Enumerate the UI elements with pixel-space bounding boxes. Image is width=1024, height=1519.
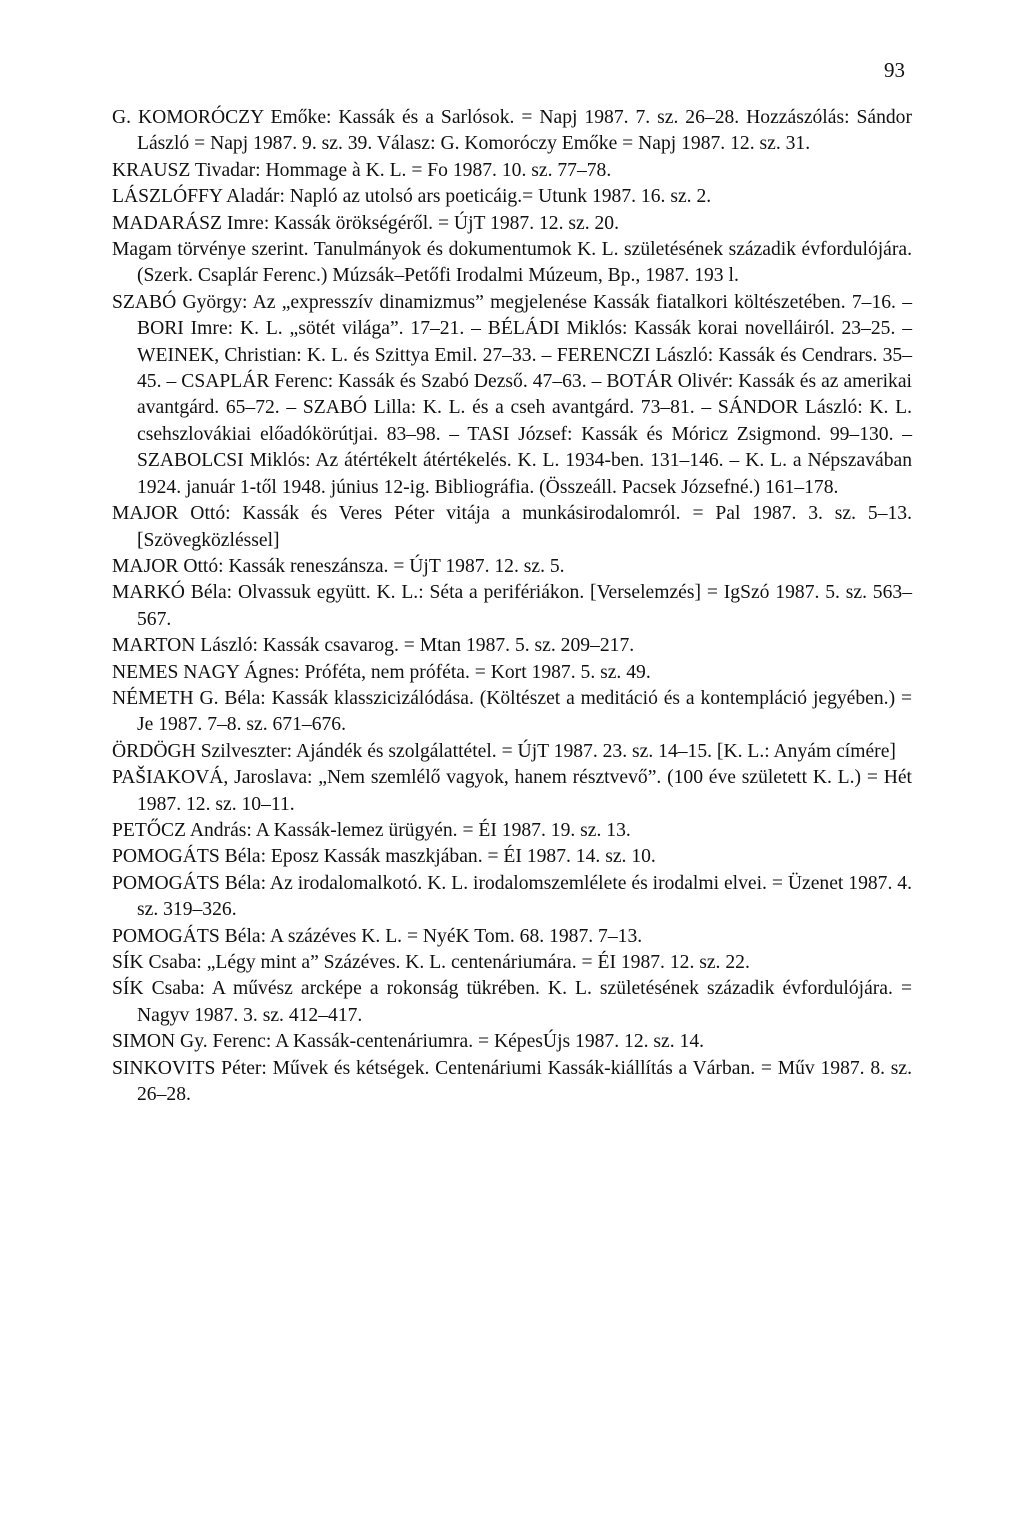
bibliography-entry: PETŐCZ András: A Kassák-lemez ürügyén. = ÉI 1987. 19. sz. 13. <box>112 819 631 841</box>
bibliography-entry: SÍK Csaba: „Légy mint a” Százéves. K. L. centenáriumára. = ÉI 1987. 12. sz. 22. <box>112 952 750 973</box>
bibliography-entry: LÁSZLÓFFY Aladár: Napló az utolsó ars poeticáig.= Utunk 1987. 16. sz. 2. <box>112 186 712 208</box>
bibliography-entry: SZABÓ György: Az „expresszív dinamizmus” megjelenése Kassák fiatalkori költészetében. 7–16. – BORI Imre: K. L. „sötét világa”. 17–21. – BÉLÁDI Miklós: Kassák korai novelláiról. 23–25. – WEINEK, Christian: K. L. és Szittya Emil. 27–33. – FERENCZI László: Kassák és Cendrars. 35–45. – CSAPLÁR Ferenc: Kassák és Szabó Dezső. 47–63. – BOTÁR Olivér: Kassák és az amerikai avantgárd. 65–72. – SZABÓ Lilla: K. L. és a cseh avantgárd. 73–81. – SÁNDOR László: K. L. csehszlovákiai előadókörútjai. 83–98. – TASI József: Kassák és Móricz Zsigmond. 99–130. – SZABOLCSI Miklós: Az átértékelt átértékelés. K. L. 1934-ben. 131–146. – K. L. a Népszavában 1924. január 1-től 1948. június 12-ig. Bibliográfia. (Összeáll. Pacsek Józsefné.) 161–178. <box>112 291 912 498</box>
bibliography-entry: ÖRDÖGH Szilveszter: Ajándék és szolgálattétel. = ÚjT 1987. 23. sz. 14–15. [K. L.: Anyám címére] <box>112 740 896 762</box>
bibliography-entry: SÍK Csaba: A művész arcképe a rokonság tükrében. K. L. születésének századik évfordulójára. = Nagyv 1987. 3. sz. 412–417. <box>112 978 912 1026</box>
bibliography-entry: MAJOR Ottó: Kassák reneszánsza. = ÚjT 1987. 12. sz. 5. <box>112 555 565 577</box>
bibliography-entry: PAŠIAKOVÁ, Jaroslava: „Nem szemlélő vagyok, hanem résztvevő”. (100 éve született K. L.) = Hét 1987. 12. sz. 10–11. <box>112 767 912 815</box>
bibliography-entry: KRAUSZ Tivadar: Hommage à K. L. = Fo 1987. 10. sz. 77–78. <box>112 159 612 181</box>
bibliography-entry: Magam törvénye szerint. Tanulmányok és dokumentumok K. L. születésének századik évfordulójára. (Szerk. Csaplár Ferenc.) Múzsák–Petőfi Irodalmi Múzeum, Bp., 1987. 193 l. <box>112 239 912 287</box>
bibliography-entry: SIMON Gy. Ferenc: A Kassák-centenáriumra. = KépesÚjs 1987. 12. sz. 14. <box>112 1031 705 1053</box>
bibliography-entry: NEMES NAGY Ágnes: Próféta, nem próféta. = Kort 1987. 5. sz. 49. <box>112 661 651 683</box>
bibliography-entry: POMOGÁTS Béla: A százéves K. L. = NyéK Tom. 68. 1987. 7–13. <box>112 925 643 947</box>
bibliography-entry: MAJOR Ottó: Kassák és Veres Péter vitája a munkásirodalomról. = Pal 1987. 3. sz. 5–13. [Szövegközléssel] <box>112 503 912 551</box>
bibliography-entry: MADARÁSZ Imre: Kassák örökségéről. = ÚjT 1987. 12. sz. 20. <box>112 212 620 234</box>
bibliography-entry: SINKOVITS Péter: Művek és kétségek. Centenáriumi Kassák-kiállítás a Várban. = Műv 1987. 8. sz. 26–28. <box>112 1057 912 1106</box>
bibliography-entry: MARTON László: Kassák csavarog. = Mtan 1987. 5. sz. 209–217. <box>112 635 635 657</box>
bibliography-entry: G. KOMORÓCZY Emőke: Kassák és a Sarlósok. = Napj 1987. 7. sz. 26–28. Hozzászólás: Sándor László = Napj 1987. 9. sz. 39. Válasz: G. Komoróczy Emőke = Napj 1987. 12. sz. 31. <box>112 107 912 155</box>
bibliography-entry: POMOGÁTS Béla: Az irodalomalkotó. K. L. irodalomszemlélete és irodalmi elvei. = Üzenet 1987. 4. sz. 319–326. <box>112 872 912 921</box>
bibliography-entry: POMOGÁTS Béla: Eposz Kassák maszkjában. = ÉI 1987. 14. sz. 10. <box>112 846 656 868</box>
bibliography-entry: NÉMETH G. Béla: Kassák klasszicizálódása. (Költészet a meditáció és a kontempláció jegyében.) = Je 1987. 7–8. sz. 671–676. <box>112 687 912 736</box>
bibliography-entry: MARKÓ Béla: Olvassuk együtt. K. L.: Séta a perifériákon. [Verselemzés] = IgSzó 1987. 5. sz. 563–567. <box>112 582 912 630</box>
bibliography-list <box>112 105 912 1108</box>
page-number: 93 <box>884 58 905 82</box>
